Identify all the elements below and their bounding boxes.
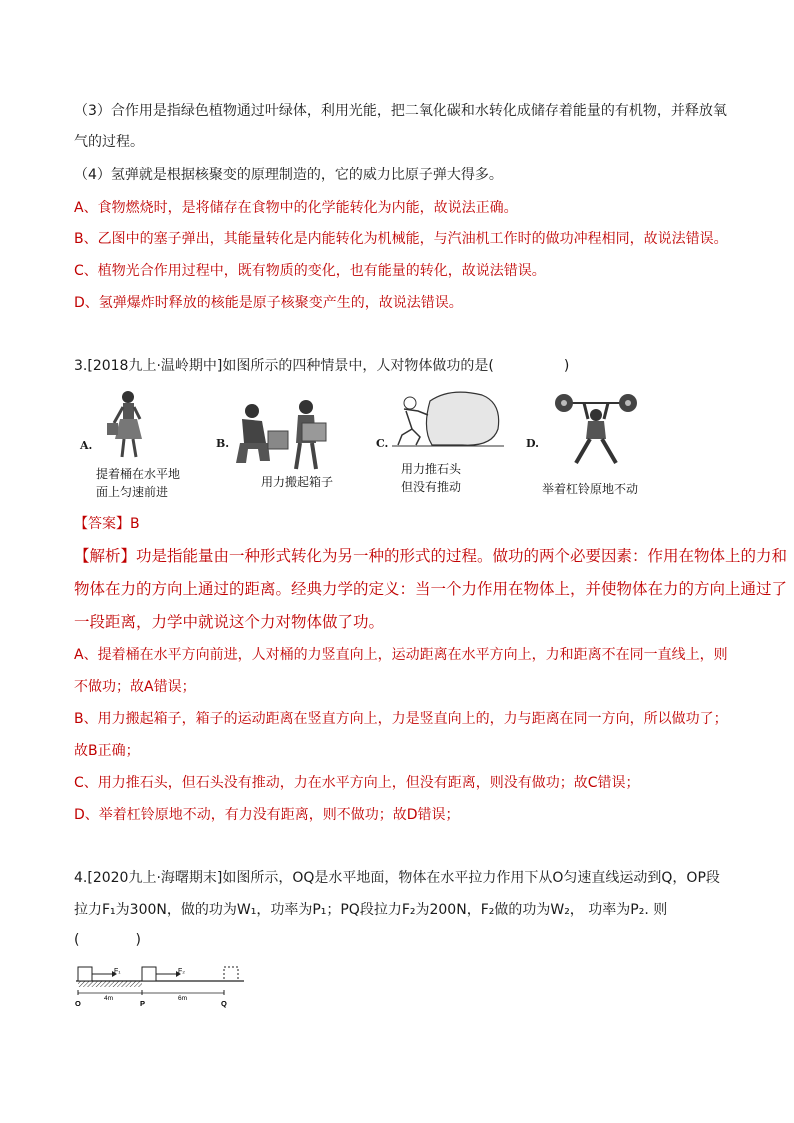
question-3-figures [74,385,654,505]
q4-force-diagram [74,962,254,1008]
person-lifting-box-image [232,399,334,471]
analysis-a-1: A、提着桶在水平方向前进，人对桶的力竖直向上，运动距离在水平方向上，力和距离不在同一直线上，则 [74,647,728,663]
analysis-text-1: 功是指能量由一种形式转化为另一种的形式的过程。做功的两个必要因素：作用在物体上的力和 [136,547,788,565]
analysis-label: 【解析】 [74,547,137,565]
distance-4m-label: 4m [104,995,114,1002]
person-pushing-rock-image [392,389,504,449]
option-a-caption-2: 面上匀速前进 [96,485,169,499]
option-b-caption: 用力搬起箱子 [261,475,334,489]
option-a-label: A. [80,439,93,452]
analysis-c: C、用力推石头，但石头没有推动，力在水平方向上，但没有距离，则没有做功；故C错误； [74,775,640,791]
paragraph-photosynthesis-2: 气的过程。 [74,134,144,150]
girl-carrying-bucket-image [104,389,154,461]
force-f2-label: F₂ [178,968,185,975]
question-4-stem-3: ( ) [74,932,141,948]
point-q-label: Q [221,999,227,1008]
analysis-line-1 [74,546,787,566]
oq-hatched-ground [78,981,142,987]
question-3-stem: 3.[2018九上·温岭期中]如图所示的四种情景中，人对物体做功的是( ) [74,358,570,374]
analysis-line-2: 物体在力的方向上通过的距离。经典力学的定义：当一个力作用在物体上，并使物体在力的方向上通过了 [74,580,788,598]
explanation-c: C、植物光合作用过程中，既有物质的变化，也有能量的转化，故说法错误。 [74,263,546,279]
analysis-line-3: 一段距离，力学中就说这个力对物体做了功。 [74,613,385,631]
analysis-a-2: 不做功；故A错误； [74,679,196,695]
question-4-stem-1: 4.[2020九上·海曙期末]如图所示，OQ是水平地面，物体在水平拉力作用下从O匀速直线运动到Q，OP段 [74,870,720,886]
point-p-label: P [140,999,146,1008]
block-at-p [142,967,156,981]
block-at-o [78,967,92,981]
paragraph-photosynthesis-1: （3）合作用是指绿色植物通过叶绿体，利用光能，把二氧化碳和水转化成储存着能量的有机物，并释放氧 [74,103,727,119]
option-c-caption-2: 但没有推动 [401,480,462,494]
explanation-b: B、乙图中的塞子弹出，其能量转化是内能转化为机械能，与汽油机工作时的做功冲程相同，故说法错误。 [74,231,728,247]
analysis-b-1: B、用力搬起箱子，箱子的运动距离在竖直方向上，力是竖直向上的，力与距离在同一方向，所以做功了； [74,711,728,727]
point-o-label: O [75,999,81,1008]
option-d-label: D. [526,437,539,450]
option-a-caption-1: 提着桶在水平地 [96,467,181,481]
explanation-a: A、食物燃烧时，是将储存在食物中的化学能转化为内能，故说法正确。 [74,200,518,216]
option-c-caption-1: 用力推石头 [401,462,462,476]
option-c-label: C. [376,437,389,450]
option-b-label: B. [216,437,230,450]
option-d-caption: 举着杠铃原地不动 [542,482,639,496]
answer-label: 【答案】 [74,516,130,532]
analysis-d: D、举着杠铃原地不动，有力没有距离，则不做功；故D错误； [74,807,460,823]
answer [74,514,140,534]
paragraph-hydrogen-bomb: （4）氢弹就是根据核聚变的原理制造的，它的威力比原子弹大得多。 [74,167,503,183]
force-f1-label: F₁ [114,968,121,975]
answer-value: B [130,516,140,532]
block-at-q-dashed [224,967,238,981]
analysis-b-2: 故B正确； [74,743,140,759]
question-4-stem-2: 拉力F₁为300N，做的功为W₁，功率为P₁；PQ段拉力F₂为200N，F₂做的功为W₂， 功率为P₂. 则 [74,902,668,918]
distance-6m-label: 6m [178,995,188,1002]
weightlifter-image [554,391,638,467]
explanation-d: D、氢弹爆炸时释放的核能是原子核聚变产生的，故说法错误。 [74,295,463,311]
